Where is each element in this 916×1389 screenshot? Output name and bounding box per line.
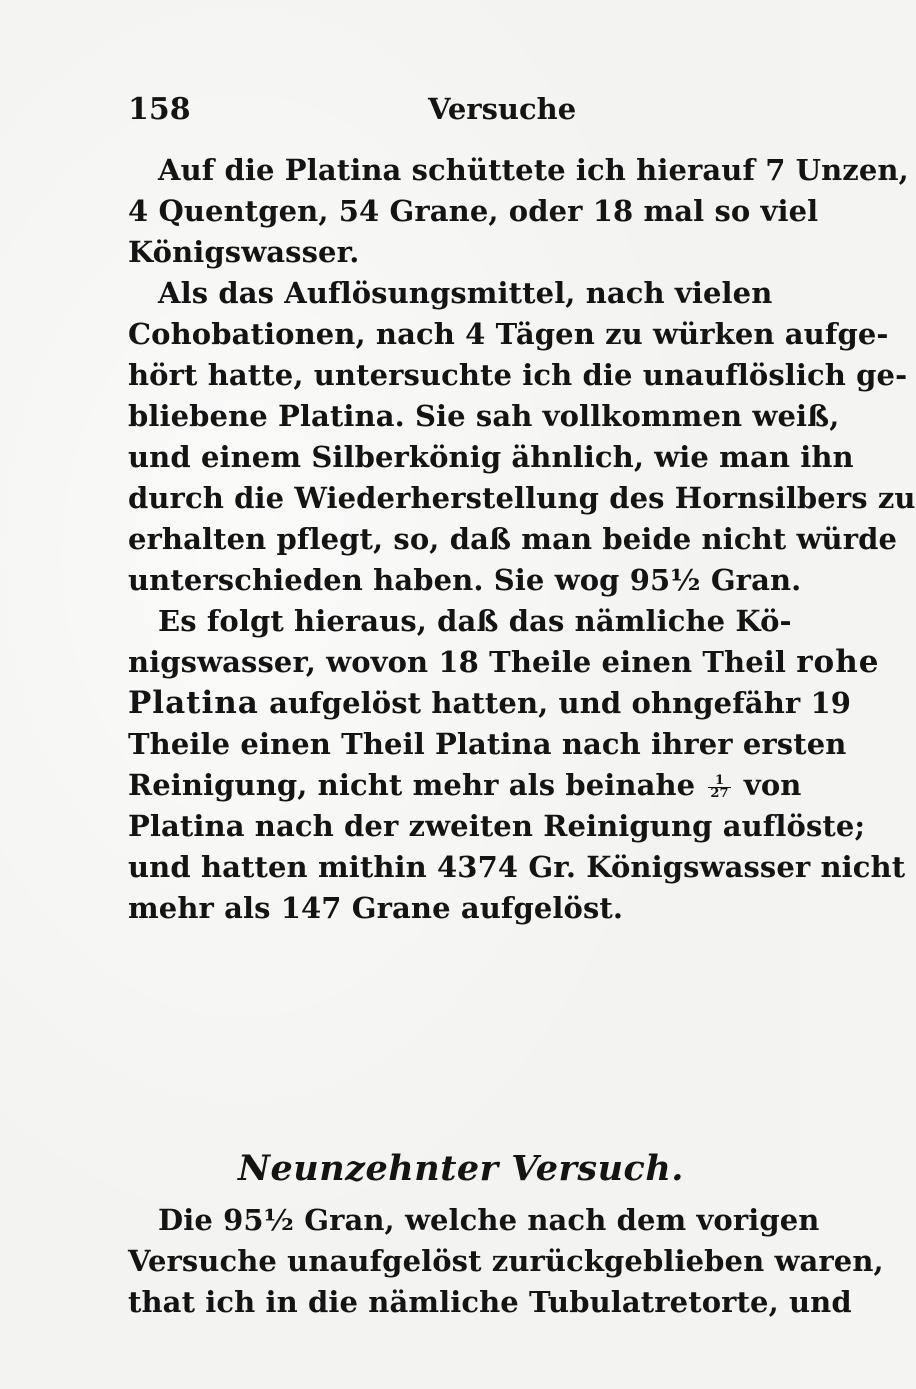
text-segment: nigswasser, wovon 18 Theile einen Theil [128, 645, 797, 679]
text-segment: Reinigung, nicht mehr als beinahe [128, 768, 706, 802]
fraction-denominator: 27 [710, 785, 729, 801]
fraction [708, 772, 730, 801]
text-line: Versuche unaufgelöst zurückgeblieben waren, [128, 1244, 884, 1278]
text-line: Als das Auflösungsmittel, nach vielen [158, 276, 773, 310]
text-line: durch die Wiederherstellung des Hornsilbers zu [128, 481, 916, 515]
text-line: und hatten mithin 4374 Gr. Königswasser nicht [128, 850, 906, 884]
fraction-half: ½ [263, 1203, 295, 1237]
emphasis-rohe: rohe [796, 644, 880, 680]
page-header [128, 92, 688, 132]
text-line: Platina nach der zweiten Reinigung auflöste; [128, 809, 866, 843]
fraction-half: ½ [670, 563, 701, 597]
text-segment: Die 95 [158, 1203, 264, 1237]
running-head: Versuche [428, 92, 577, 126]
page-number: 158 [128, 92, 191, 127]
text-segment: Gran, welche nach dem vorigen [294, 1203, 820, 1237]
text-line [158, 1200, 819, 1240]
text-line [128, 560, 801, 600]
text-line [128, 765, 801, 805]
emphasis-platina: Platina [128, 685, 259, 721]
section-title: Neunzehnter Versuch. [238, 1148, 684, 1189]
text-line: Cohobationen, nach 4 Tägen zu würken aufge- [128, 317, 889, 351]
text-segment: unterschieden haben. Sie wog 95 [128, 563, 671, 597]
text-segment: aufgelöst hatten, und ohngefähr 19 [258, 686, 852, 720]
text-line: Auf die Platina schüttete ich hierauf 7 Unzen, [158, 153, 909, 187]
text-line: erhalten pflegt, so, daß man beide nicht würde [128, 522, 898, 556]
fraction-numerator: 1 [708, 775, 730, 788]
text-line: Theile einen Theil Platina nach ihrer ersten [128, 727, 847, 761]
text-segment: von [733, 768, 802, 802]
text-line: Es folgt hieraus, daß das nämliche Kö- [158, 604, 792, 638]
text-line: bliebene Platina. Sie sah vollkommen weiß, [128, 399, 840, 433]
text-line [128, 642, 879, 682]
text-segment: Gran. [700, 563, 802, 597]
text-line: Königswasser. [128, 235, 360, 269]
text-line: mehr als 147 Grane aufgelöst. [128, 891, 624, 925]
text-line: und einem Silberkönig ähnlich, wie man ihn [128, 440, 854, 474]
text-line: 4 Quentgen, 54 Grane, oder 18 mal so viel [128, 194, 819, 228]
text-line: hört hatte, untersuchte ich die unauflöslich ge- [128, 358, 908, 392]
text-line: that ich in die nämliche Tubulatretorte, und [128, 1285, 852, 1319]
text-line [128, 683, 851, 723]
